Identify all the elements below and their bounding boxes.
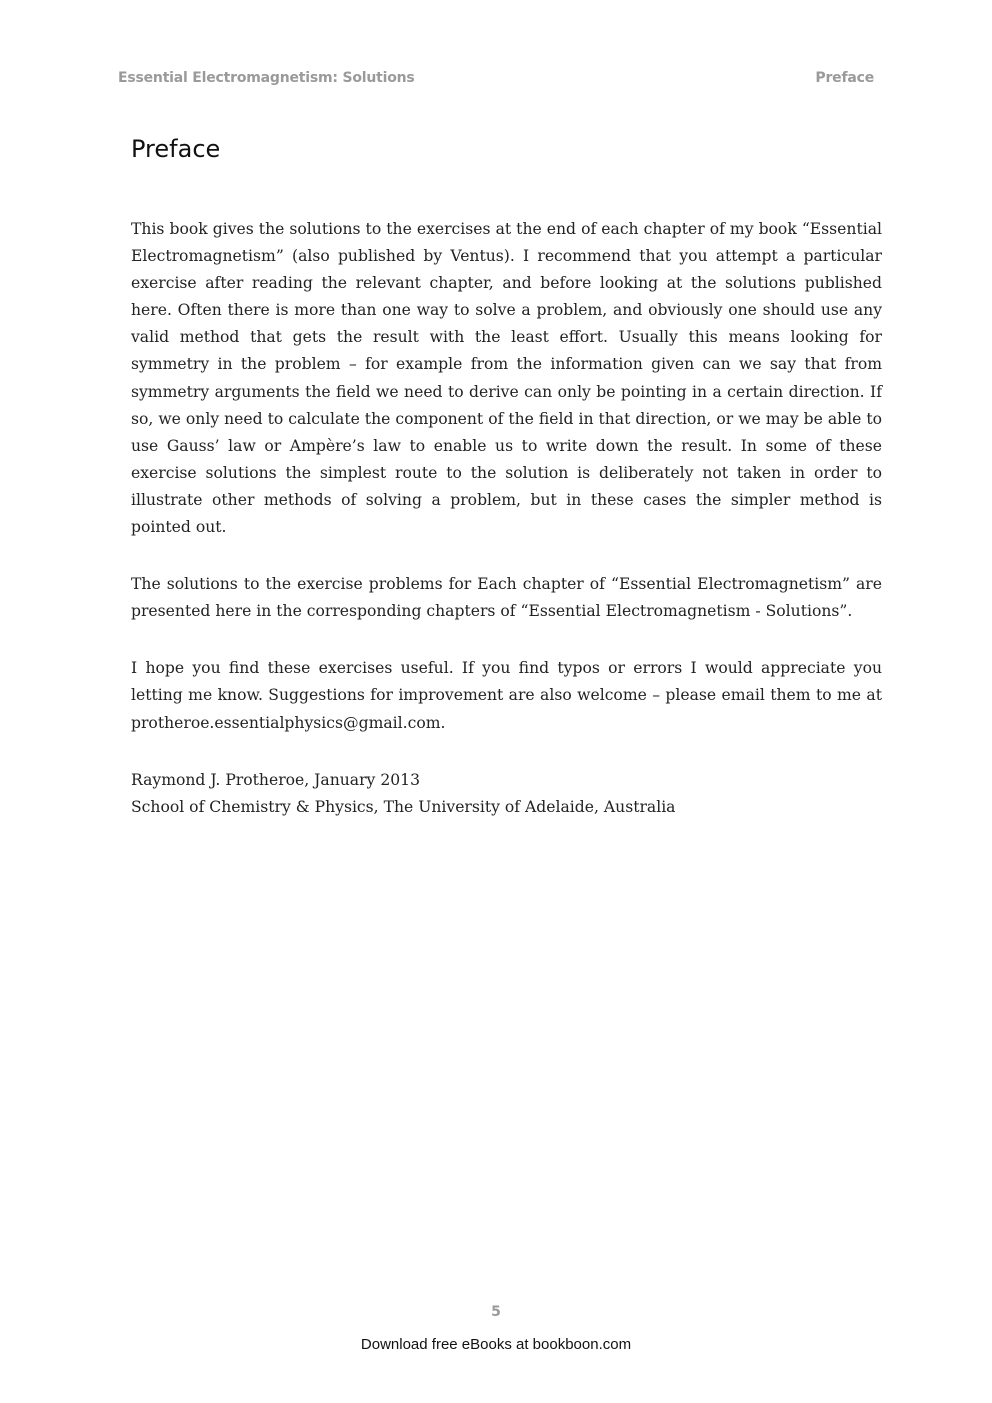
signature-block <box>131 767 882 821</box>
preface-body <box>131 216 882 851</box>
running-header-book-title: Essential Electromagnetism: Solutions <box>118 70 415 86</box>
paragraph-3: I hope you find these exercises useful. If you find typos or errors I would appreciate you letting me know. Suggestions for improvement are also welcome – please email them to me at protheroe.essentialphysics@gmail.com. <box>131 659 882 732</box>
page-number: 5 <box>491 1304 501 1320</box>
page-title: Preface <box>131 135 221 163</box>
signature-author-date: Raymond J. Protheroe, January 2013 <box>131 770 421 789</box>
download-link[interactable]: Download free eBooks at bookboon.com <box>360 1336 632 1353</box>
paragraph-2: The solutions to the exercise problems for Each chapter of “Essential Electromagnetism” are presented here in the corresponding chapters of “Essential Electromagnetism - Solutions”. <box>131 575 882 621</box>
signature-affiliation: School of Chemistry & Physics, The University of Adelaide, Australia <box>131 797 676 816</box>
running-header <box>118 70 874 86</box>
paragraph-1: This book gives the solutions to the exercises at the end of each chapter of my book “Essential Electromagnetism” (also published by Ventus). I recommend that you attempt a particular exercise after reading the relevant chapter, and before looking at the solutions published here. Often there is more than one way to solve a problem, and obviously one should use any valid method that gets the result with the least effort. Usually this means looking for symmetry in the problem – for example from the information given can we say that from symmetry arguments the field we need to derive can only be pointing in a certain direction. If so, we only need to calculate the component of the field in that direction, or we may be able to use Gauss’ law or Ampère’s law to enable us to write down the result. In some of these exercise solutions the simplest route to the solution is deliberately not taken in order to illustrate other methods of solving a problem, but in these cases the simpler method is pointed out. <box>131 220 882 537</box>
running-header-section: Preface <box>815 70 874 86</box>
